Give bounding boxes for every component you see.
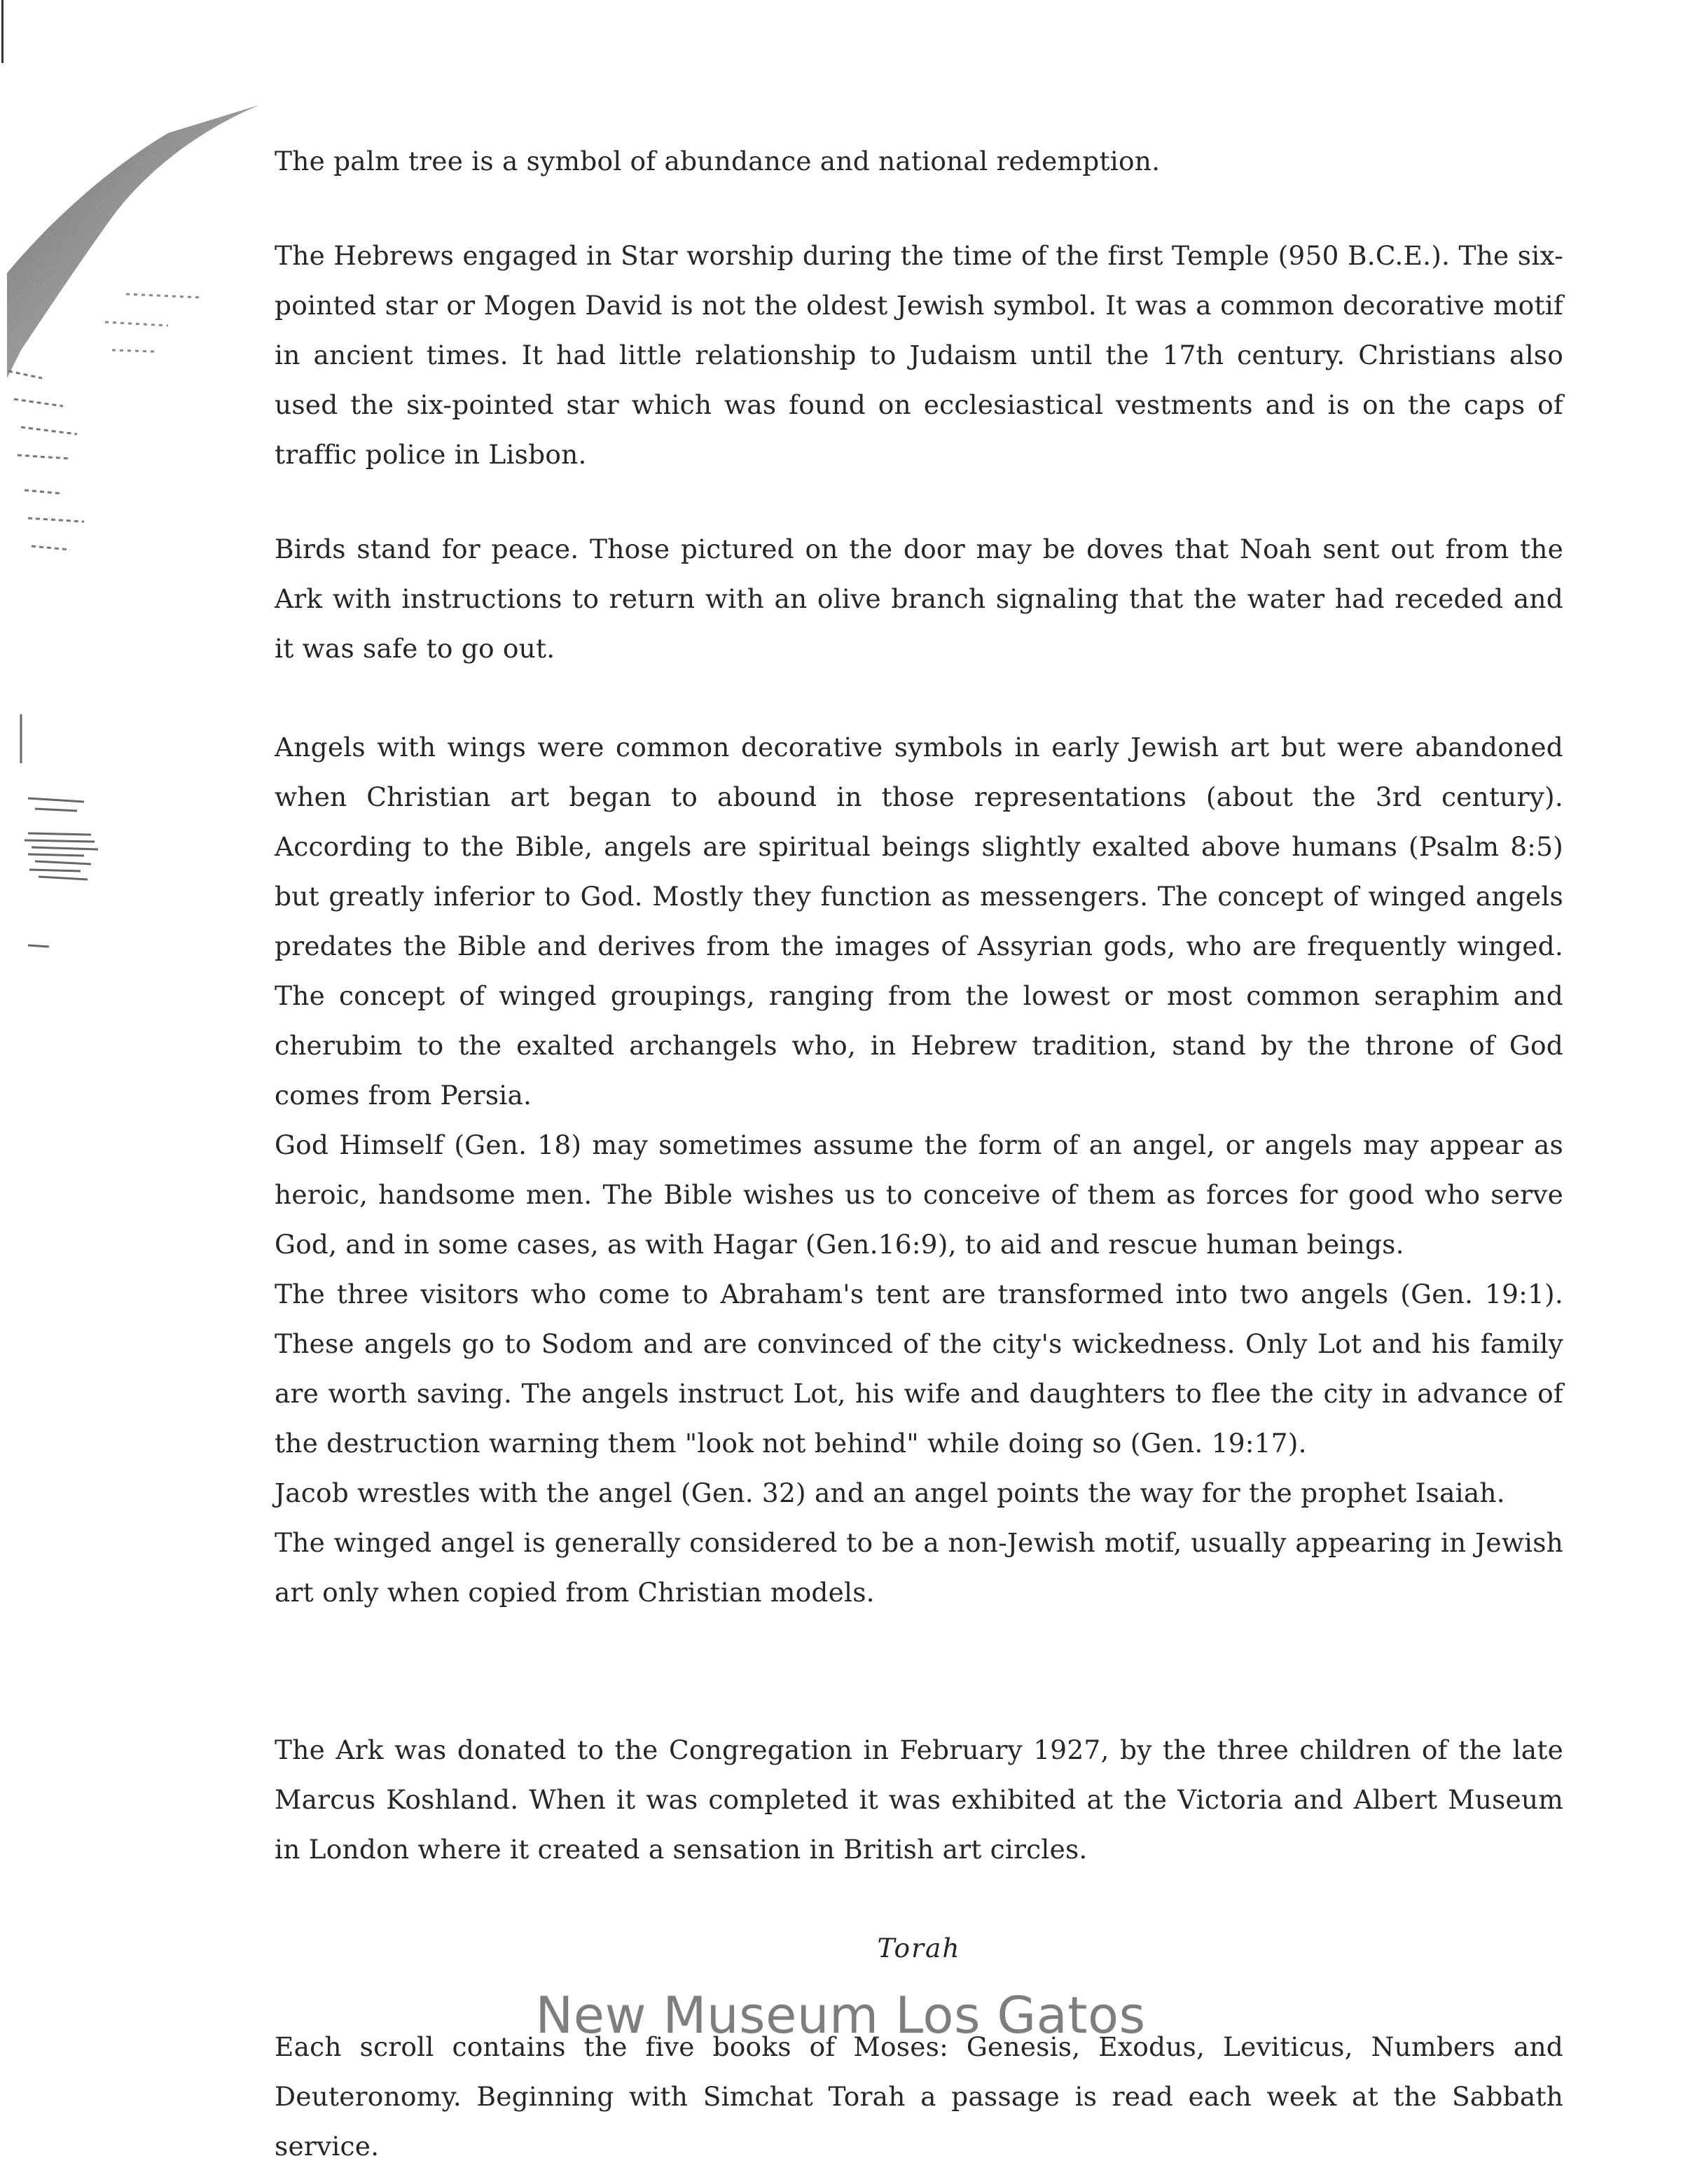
paragraph-star-worship: The Hebrews engaged in Star worship during the time of the first Temple (950 B.C.E.). The six-pointed star or Mogen David is not the oldest Jewish symbol. It was a common decorative motif in ancient times. It had little relationship to Judaism until the 17th century. Christians also used the six-pointed star which was found on ecclesiastical vestments and is on the caps of traffic police in Lisbon. [275, 240, 1563, 470]
paragraph-ark-donation: The Ark was donated to the Congregation in February 1927, by the three children of the late Marcus Koshland. When it was completed it was exhibited at the Victoria and Albert Museum in London where it created a sensation in British art circles. [275, 1734, 1563, 1865]
paragraph-birds: Birds stand for peace. Those pictured on the door may be doves that Noah sent out from the Ark with instructions to return with an olive branch signaling that the water had receded and it was safe to go out. [275, 534, 1563, 664]
paragraph-palm-tree: The palm tree is a symbol of abundance and national redemption. [275, 146, 1161, 176]
watermark-text: New Museum Los Gatos [535, 1986, 1146, 2045]
paragraph-angels: Angels with wings were common decorative symbols in early Jewish art but were abandoned when Christian art began to abound in those representations (about the 3rd century). According to the Bible, angels are spiritual beings slightly exalted above humans (Psalm 8:5) but greatly inferior to God. Mostly they function as messengers. The concept of winged angels predates the Bible and derives from the images of Assyrian gods, who are frequently winged. The concept of winged groupings, ranging from the lowest or most common seraphim and cherubim to the exalted archangels who, in Hebrew tradition, stand by the throne of God comes from Persia. [275, 732, 1563, 1111]
document-body [275, 137, 1563, 2171]
paragraph-three-visitors: The three visitors who come to Abraham's tent are transformed into two angels (Gen. 19:1). These angels go to Sodom and are convinced of the city's wickedness. Only Lot and his family are worth saving. The angels instruct Lot, his wife and daughters to flee the city in advance of the destruction warning them "look not behind" while doing so (Gen. 19:17). [275, 1279, 1563, 1459]
section-heading-torah: Torah [877, 1933, 961, 1963]
scan-edge-line [1, 0, 4, 63]
paragraph-jacob: Jacob wrestles with the angel (Gen. 32) and an angel points the way for the prophet Isaiah. [275, 1477, 1505, 1508]
scan-smudge-mark [0, 98, 266, 588]
paragraph-torah-scroll: Each scroll contains the five books of Moses: Genesis, Exodus, Leviticus, Numbers and Deuteronomy. Beginning with Simchat Torah a passage is read each week at the Sabbath service. [275, 2031, 1563, 2162]
paragraph-god-himself: God Himself (Gen. 18) may sometimes assume the form of an angel, or angels may appear as heroic, handsome men. The Bible wishes us to conceive of them as forces for good who serve God, and in some cases, as with Hagar (Gen.16:9), to aid and rescue human beings. [275, 1129, 1563, 1260]
paragraph-winged-angel: The winged angel is generally considered to be a non-Jewish motif, usually appearing in Jewish art only when copied from Christian models. [275, 1527, 1563, 1608]
margin-scan-marks [14, 714, 112, 966]
